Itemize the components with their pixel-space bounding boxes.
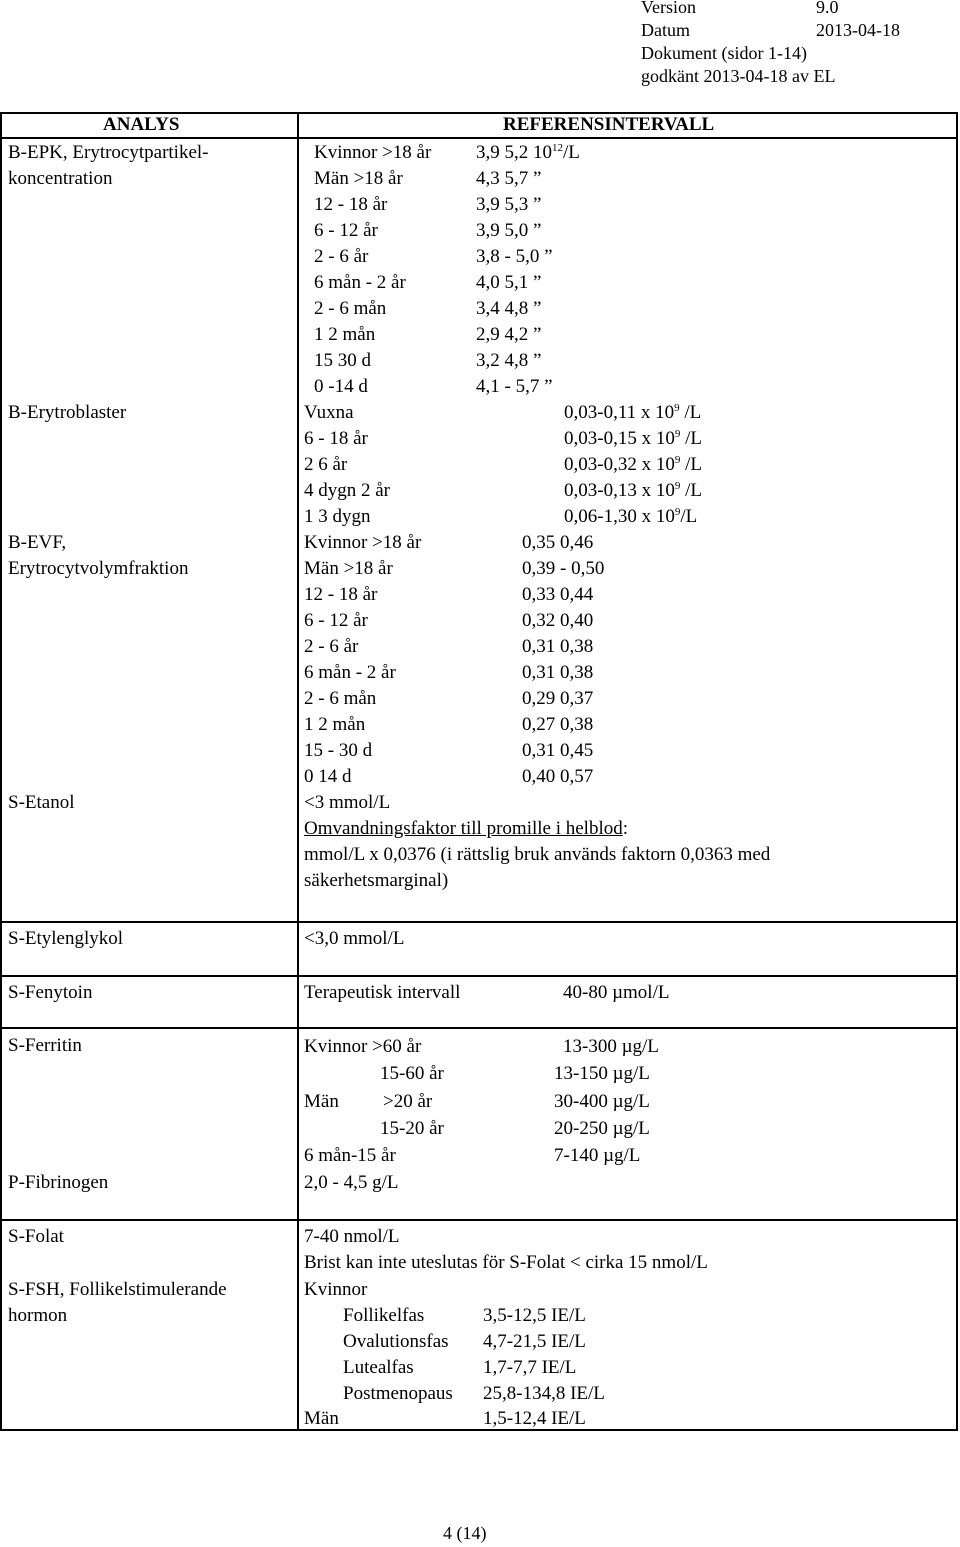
conversion-text: säkerhetsmarginal) bbox=[304, 870, 449, 891]
group-label: 6 mån - 2 år bbox=[304, 662, 396, 683]
group-label: 15 30 d bbox=[314, 350, 371, 371]
analysis-name: S-FSH, Follikelstimulerande bbox=[8, 1279, 227, 1300]
reference-value: <3 mmol/L bbox=[304, 792, 391, 813]
reference-value: 3,8 - 5,0 ” bbox=[476, 246, 553, 267]
unit: /L bbox=[685, 428, 702, 449]
exponent: 9 bbox=[674, 506, 681, 518]
row-divider bbox=[0, 1027, 958, 1029]
exponent: 9 bbox=[674, 428, 681, 440]
exponent: 9 bbox=[674, 402, 680, 414]
group-label: 6 mån-15 år bbox=[304, 1145, 396, 1166]
analysis-name: S-Folat bbox=[8, 1226, 64, 1247]
conversion-heading: Omvandningsfaktor till promille i helblod bbox=[304, 818, 623, 839]
group-label: Män bbox=[304, 1408, 339, 1429]
group-label: 15-60 år bbox=[380, 1063, 444, 1084]
date-line bbox=[641, 19, 900, 41]
row-divider bbox=[0, 975, 958, 977]
reference-value-text: 3,9 5,2 10 bbox=[476, 142, 552, 163]
reference-value: 40-80 µmol/L bbox=[563, 982, 670, 1003]
group-label: 2 - 6 år bbox=[314, 246, 369, 267]
reference-value: 4,7-21,5 IE/L bbox=[483, 1331, 586, 1352]
column-header-analys: ANALYS bbox=[103, 114, 180, 135]
reference-value: 13-150 µg/L bbox=[554, 1063, 650, 1084]
exponent: 9 bbox=[674, 454, 681, 466]
reference-value: 20-250 µg/L bbox=[554, 1118, 650, 1139]
analysis-name: S-Fenytoin bbox=[8, 982, 93, 1003]
reference-value: 1,5-12,4 IE/L bbox=[483, 1408, 586, 1429]
group-label: 0 -14 d bbox=[314, 376, 368, 397]
group-label: Män >18 år bbox=[304, 558, 393, 579]
analysis-name: P-Fibrinogen bbox=[8, 1172, 109, 1193]
group-label: Vuxna bbox=[304, 402, 354, 423]
group-label: 0 14 d bbox=[304, 766, 352, 787]
date-value: 2013-04-18 bbox=[816, 20, 900, 40]
page-number: 4 (14) bbox=[443, 1523, 487, 1543]
group-label: Kvinnor >18 år bbox=[314, 142, 432, 163]
reference-value: 3,5-12,5 IE/L bbox=[483, 1305, 586, 1326]
reference-value: 3,4 4,8 ” bbox=[476, 298, 542, 319]
group-label: Kvinnor >60 år bbox=[304, 1036, 422, 1057]
document-label: Dokument (sidor 1-14) bbox=[641, 43, 807, 63]
group-label: 2 - 6 år bbox=[304, 636, 359, 657]
reference-value: 0,31 0,45 bbox=[522, 740, 594, 761]
date-label: Datum bbox=[641, 20, 690, 40]
reference-value: <3,0 mmol/L bbox=[304, 928, 405, 949]
reference-value: 3,9 5,0 ” bbox=[476, 220, 542, 241]
group-label: 1 2 mån bbox=[314, 324, 376, 345]
unit: /L bbox=[680, 506, 698, 527]
reference-value-text: 0,03-0,15 x 10 bbox=[564, 428, 675, 449]
reference-value: 13-300 µg/L bbox=[563, 1036, 659, 1057]
reference-value: 25,8-134,8 IE/L bbox=[483, 1383, 605, 1404]
group-label: 15-20 år bbox=[380, 1118, 444, 1139]
header-divider bbox=[0, 137, 958, 139]
version-value: 9.0 bbox=[816, 0, 839, 17]
group-label: 2 - 6 mån bbox=[304, 688, 377, 709]
reference-value bbox=[564, 506, 697, 528]
reference-value: 4,1 - 5,7 ” bbox=[476, 376, 553, 397]
unit: /L bbox=[685, 480, 702, 501]
reference-value: 0,35 0,46 bbox=[522, 532, 594, 553]
analysis-name: B-EPK, Erytrocytpartikel- bbox=[8, 142, 209, 163]
group-label: 4 dygn 2 år bbox=[304, 480, 391, 501]
group-label: 6 mån - 2 år bbox=[314, 272, 406, 293]
group-label: 12 - 18 år bbox=[304, 584, 378, 605]
reference-value: 0,32 0,40 bbox=[522, 610, 594, 631]
reference-value: 4,0 5,1 ” bbox=[476, 272, 542, 293]
exponent: 9 bbox=[674, 480, 681, 492]
analysis-name: hormon bbox=[8, 1305, 68, 1326]
phase-label: Follikelfas bbox=[343, 1305, 425, 1326]
reference-value-text: 0,03-0,13 x 10 bbox=[564, 480, 675, 501]
version-line bbox=[641, 0, 839, 18]
reference-value: 2,9 4,2 ” bbox=[476, 324, 542, 345]
group-label: 6 - 12 år bbox=[304, 610, 368, 631]
group-label: 15 - 30 d bbox=[304, 740, 373, 761]
version-label: Version bbox=[641, 0, 696, 17]
reference-value bbox=[476, 142, 580, 164]
reference-value: 0,29 0,37 bbox=[522, 688, 594, 709]
reference-value: 3,9 5,3 ” bbox=[476, 194, 542, 215]
analysis-name: S-Ferritin bbox=[8, 1035, 82, 1056]
group-label: Kvinnor >18 år bbox=[304, 532, 422, 553]
analysis-name: koncentration bbox=[8, 168, 113, 189]
row-divider bbox=[0, 921, 958, 923]
reference-value: 0,31 0,38 bbox=[522, 636, 594, 657]
group-label: >20 år bbox=[383, 1091, 433, 1112]
reference-value bbox=[564, 454, 702, 476]
column-divider bbox=[297, 112, 299, 1431]
exponent: 12 bbox=[552, 142, 563, 154]
approved-line: godkänt 2013-04-18 av EL bbox=[641, 66, 836, 86]
reference-value: 2,0 - 4,5 g/L bbox=[304, 1172, 399, 1193]
analysis-name: S-Etylenglykol bbox=[8, 928, 124, 949]
unit: /L bbox=[563, 142, 580, 163]
group-label: 1 2 mån bbox=[304, 714, 366, 735]
group-label: 1 3 dygn bbox=[304, 506, 371, 527]
reference-value: 30-400 µg/L bbox=[554, 1091, 650, 1112]
reference-value: 3,2 4,8 ” bbox=[476, 350, 542, 371]
phase-label: Postmenopaus bbox=[343, 1383, 453, 1404]
phase-label: Ovalutionsfas bbox=[343, 1331, 449, 1352]
group-label: 2 6 år bbox=[304, 454, 348, 475]
group-label: 6 - 18 år bbox=[304, 428, 368, 449]
conversion-note bbox=[304, 818, 628, 840]
group-label: Män >18 år bbox=[314, 168, 403, 189]
reference-value bbox=[564, 428, 702, 450]
unit: /L bbox=[685, 454, 702, 475]
reference-value: 7-40 nmol/L bbox=[304, 1226, 400, 1247]
phase-label: Lutealfas bbox=[343, 1357, 414, 1378]
group-label: Terapeutisk intervall bbox=[304, 982, 461, 1003]
column-header-referensintervall: REFERENSINTERVALL bbox=[503, 114, 715, 135]
group-label: 12 - 18 år bbox=[314, 194, 388, 215]
reference-value-text: 0,06-1,30 x 10 bbox=[564, 506, 675, 527]
reference-value: 0,31 0,38 bbox=[522, 662, 594, 683]
analysis-name: B-Erytroblaster bbox=[8, 402, 127, 423]
reference-value: 4,3 5,7 ” bbox=[476, 168, 542, 189]
analysis-name: B-EVF, bbox=[8, 532, 67, 553]
group-label: Kvinnor bbox=[304, 1279, 368, 1300]
group-label: 6 - 12 år bbox=[314, 220, 378, 241]
note-text: Brist kan inte uteslutas för S-Folat < cirka 15 nmol/L bbox=[304, 1252, 708, 1273]
colon: : bbox=[622, 818, 629, 839]
unit: /L bbox=[684, 402, 702, 423]
analysis-name: Erytrocytvolymfraktion bbox=[8, 558, 189, 579]
reference-value-text: 0,03-0,11 x 10 bbox=[564, 402, 675, 423]
group-label: 2 - 6 mån bbox=[314, 298, 387, 319]
reference-value: 0,39 - 0,50 bbox=[522, 558, 605, 579]
analysis-name: S-Etanol bbox=[8, 792, 75, 813]
group-label: Män bbox=[304, 1091, 339, 1112]
reference-value: 0,33 0,44 bbox=[522, 584, 594, 605]
conversion-text: mmol/L x 0,0376 (i rättslig bruk används faktorn 0,0363 med bbox=[304, 844, 771, 865]
reference-value: 0,27 0,38 bbox=[522, 714, 594, 735]
reference-value: 0,40 0,57 bbox=[522, 766, 594, 787]
reference-value bbox=[564, 402, 701, 424]
reference-value-text: 0,03-0,32 x 10 bbox=[564, 454, 675, 475]
reference-value: 7-140 µg/L bbox=[554, 1145, 641, 1166]
row-divider bbox=[0, 1219, 958, 1221]
reference-value: 1,7-7,7 IE/L bbox=[483, 1357, 577, 1378]
reference-value bbox=[564, 480, 702, 502]
